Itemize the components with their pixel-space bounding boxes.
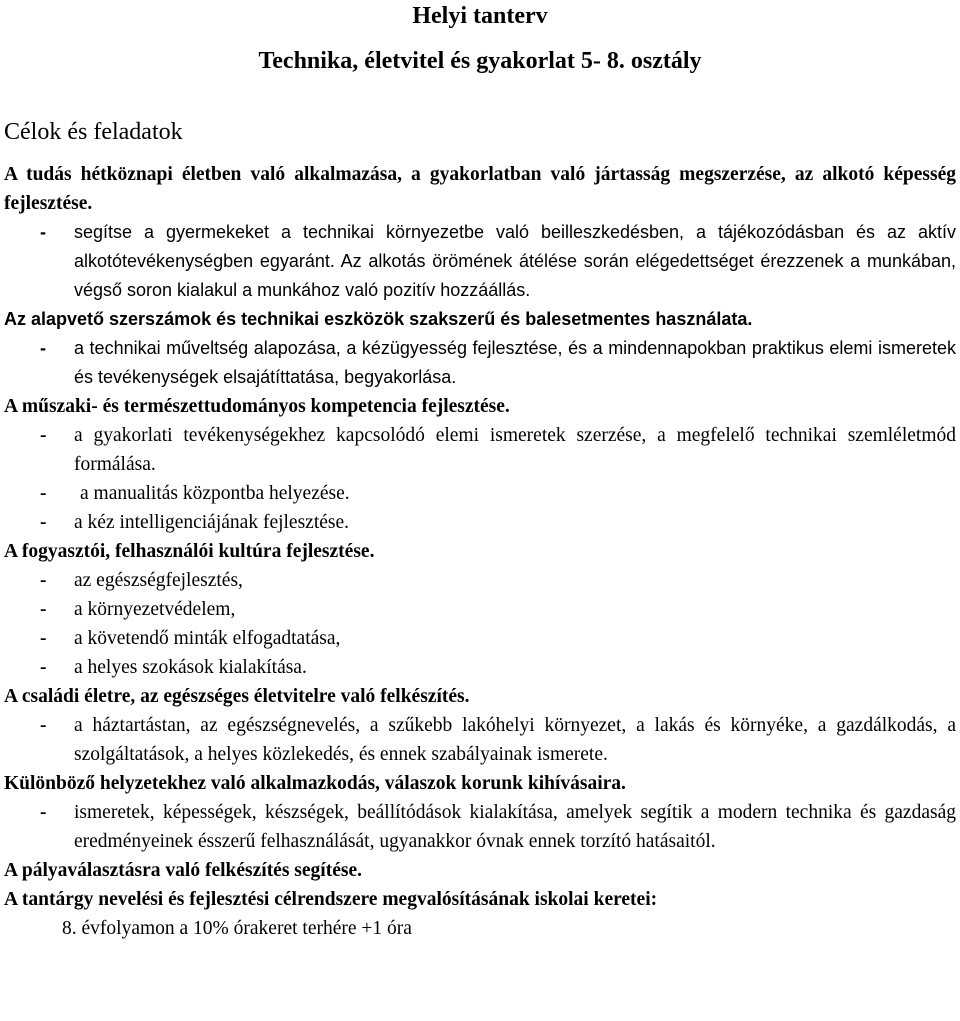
- goal-heading: A tudás hétköznapi életben való alkalmazása, a gyakorlatban való jártasság megszerzése, az alkotó képesség fejlesztése.: [4, 164, 956, 214]
- bullet-dash: -: [40, 802, 47, 823]
- bullet-dash: -: [40, 512, 47, 533]
- goal-heading: A műszaki- és természettudományos kompetencia fejlesztése.: [4, 396, 510, 417]
- document-subtitle: Technika, életvitel és gyakorlat 5- 8. osztály: [258, 48, 702, 74]
- goal-heading: A családi életre, az egészséges életvitelre való felkészítés.: [4, 686, 470, 707]
- goal-heading: A fogyasztói, felhasználói kultúra fejlesztése.: [4, 541, 375, 562]
- goal-item: - a háztartástan, az egészségnevelés, a szűkebb lakóhelyi környezet, a lakás és környéke, a gazdálkodás, a szolgáltatások, a helyes közlekedés, és ennek szabályainak ismerete.: [4, 711, 956, 769]
- goal-heading: Az alapvető szerszámok és technikai eszközök szakszerű és balesetmentes használata.: [4, 309, 753, 329]
- goal-item: - segítse a gyermekeket a technikai környezetbe való beilleszkedésben, a tájékozódásban és az aktív alkotótevékenységben egyaránt. Az alkotás örömének átélése során elégedettséget érezzenek a munkában, végső soron kialakul a munkához való pozitív hozzáállás.: [4, 218, 956, 305]
- goal-item: - a manualitás központba helyezése.: [4, 479, 956, 508]
- goal-item: - az egészségfejlesztés,: [4, 566, 956, 595]
- hours-note: 8. évfolyamon a 10% órakeret terhére +1 óra: [62, 918, 412, 939]
- bullet-dash: -: [40, 657, 47, 678]
- goal-item: - a gyakorlati tevékenységekhez kapcsolódó elemi ismeretek szerzése, a megfelelő technikai szemléletmód formálása.: [4, 421, 956, 479]
- bullet-dash: -: [40, 599, 47, 620]
- bullet-dash: -: [40, 715, 47, 736]
- goal-item: - a követendő minták elfogadtatása,: [4, 624, 956, 653]
- goal-heading: A pályaválasztásra való felkészítés segítése.: [4, 860, 362, 881]
- bullet-dash: -: [40, 425, 47, 446]
- bullet-dash: -: [40, 338, 46, 358]
- goal-item: - a helyes szokások kialakítása.: [4, 653, 956, 682]
- section-heading: Célok és feladatok: [4, 119, 183, 145]
- bullet-dash: -: [40, 483, 47, 504]
- goal-item: - a technikai műveltség alapozása, a kézügyesség fejlesztése, és a mindennapokban praktikus elemi ismeretek és tevékenységek elsajátíttatása, begyakorlása.: [4, 334, 956, 392]
- goal-heading: A tantárgy nevelési és fejlesztési célrendszere megvalósításának iskolai keretei:: [4, 889, 658, 910]
- document-title: Helyi tanterv: [412, 3, 548, 29]
- goal-item: - a környezetvédelem,: [4, 595, 956, 624]
- goal-item: - a kéz intelligenciájának fejlesztése.: [4, 508, 956, 537]
- goal-item: - ismeretek, képességek, készségek, beállítódások kialakítása, amelyek segítik a modern technika és gazdaság eredményeinek ésszerű felhasználását, ugyanakkor óvnak ennek torzító hatásaitól.: [4, 798, 956, 856]
- bullet-dash: -: [40, 222, 46, 242]
- bullet-dash: -: [40, 628, 47, 649]
- goal-heading: Különböző helyzetekhez való alkalmazkodás, válaszok korunk kihívásaira.: [4, 773, 626, 794]
- bullet-dash: -: [40, 570, 47, 591]
